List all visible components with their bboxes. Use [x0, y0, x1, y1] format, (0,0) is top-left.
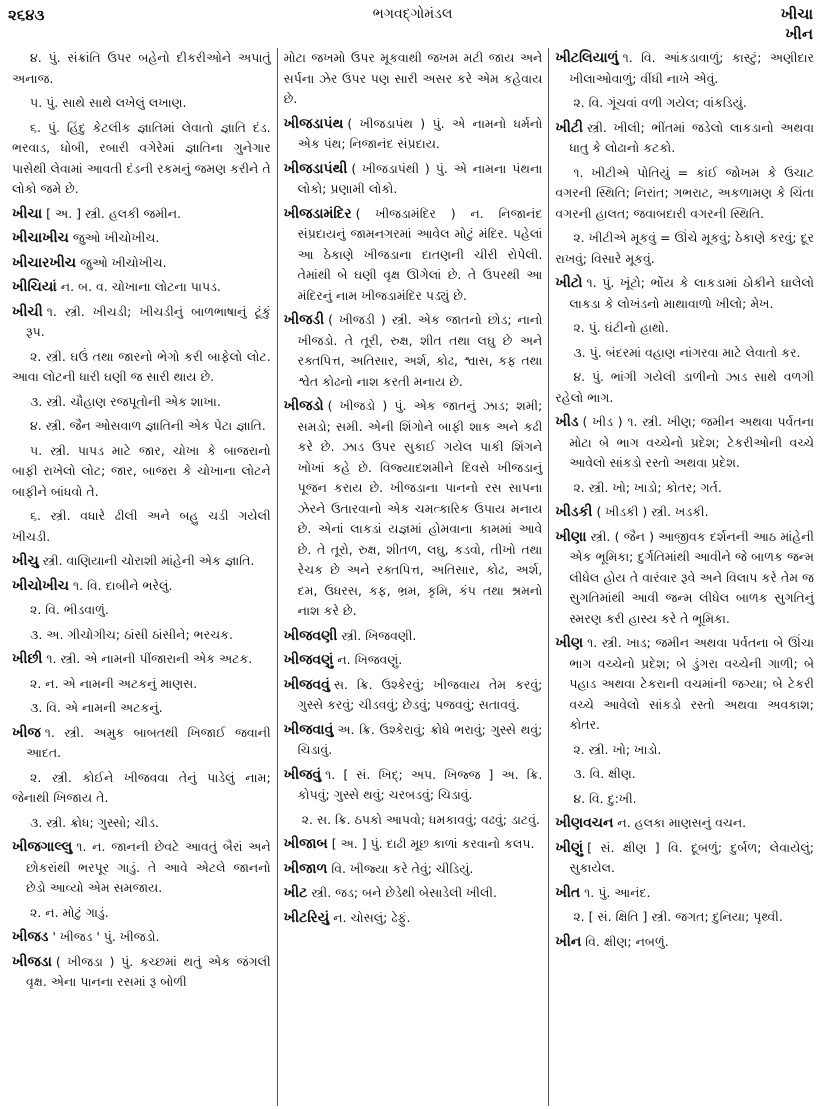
- dictionary-entry: [555, 838, 814, 879]
- definition-text: [ અ. ] સ્ત્રી. હલકી જમીન.: [46, 205, 182, 221]
- definition-text: ૨. સ્ત્રી. ખો; ખાડો; કોતર; ગર્ત.: [573, 479, 722, 495]
- headword: ખીજવણી: [283, 627, 338, 644]
- dictionary-entry: [555, 883, 814, 904]
- guide-word-first: ખીચા: [780, 5, 813, 23]
- dictionary-entry: [12, 228, 271, 249]
- definition-text: ૧. ન. જાનની છેવટે આવતું બૈરાં અને છોકરાંથી ભરપૂર ગાડું. તે આવે એટલે જાનનો છેડો આવ્યો એમ સમજાય.: [26, 839, 271, 895]
- dictionary-entry: [284, 675, 543, 716]
- dictionary-entry: [555, 412, 814, 474]
- guide-words: [781, 4, 813, 44]
- column-3: [548, 48, 820, 1106]
- entry-sense: [555, 478, 814, 499]
- dictionary-entry: [284, 159, 543, 200]
- entry-sense: [555, 343, 814, 364]
- headword: ખીજડ: [12, 929, 49, 945]
- definition-text: જુઓ ખીચોખીચ.: [80, 254, 167, 270]
- dictionary-entry: [284, 908, 543, 929]
- definition-text: ( ખીજડાપંથી ) પું. એ નામના પંથના લોકો; પ્રણામી લોકો.: [297, 160, 543, 196]
- page-number: ૨૬૪૩: [8, 6, 45, 24]
- dictionary-entry: [555, 48, 814, 89]
- definition-text: ન. ખિજવણું.: [337, 652, 403, 667]
- dictionary-entry: [12, 723, 271, 764]
- definition-text: ૨. [ સં. ક્ષિતિ ] સ્ત્રી. જગત; દુનિયા; પૃથ્વી.: [573, 909, 783, 924]
- definition-text: ૩. વિ. ક્ષીણ.: [573, 766, 636, 781]
- dictionary-entry: [12, 302, 271, 343]
- entry-sense: [12, 441, 271, 503]
- entry-sense: [12, 48, 271, 89]
- headword: ખીટો: [555, 275, 583, 291]
- headword: ખીટલિયાળું: [555, 50, 619, 66]
- definition-text: ૫. પું. સાથે સાથે લખેલું લખાણ.: [30, 95, 187, 110]
- definition-text: ૨. સ્ત્રી. ખો; ખાડો.: [573, 741, 662, 757]
- entry-sense: [555, 764, 814, 785]
- dictionary-entry: [12, 551, 271, 572]
- dictionary-entry: [284, 626, 543, 647]
- definition-text: અ. ક્રિ. ઉશ્કેરાવું; ક્રોધે ભરાવું; ગુસ્સે થવું; ચિડાવું.: [297, 721, 543, 757]
- entry-sense: [555, 318, 814, 339]
- headword: ખીચાખીચ: [12, 230, 69, 246]
- dictionary-entry: [555, 932, 814, 953]
- definition-text: સ્ત્રી. ખીલી; ભીંતમાં જડેલો લાકડાનો અથવા ધાતુ કે લોઢાનો કટકો.: [569, 119, 815, 155]
- definition-text: ૨. સ્ત્રી. કોઈને ખીજવવા તેનું પાડેલું નામ; જેનાથી ખિજાય તે.: [12, 769, 271, 805]
- definition-text: [ અ. ] પું. દાઢી મૂછ કાળાં કરવાનો કલપ.: [331, 836, 535, 851]
- headword: ખીચુ: [12, 553, 39, 569]
- definition-text: ૧. [ સં. ખિદ્; અપ. ખિજ્જ ] અ. ક્રિ. કોપવું; ગુસ્સે થવું; ચરબડવું; ચિડાવું.: [297, 766, 543, 802]
- dictionary-entry: [284, 720, 543, 761]
- definition-text: ૧. ખીટીએ પોતિયું = કાંઈ જોખમ કે ઉચાટ વગરની સ્થિતિ; નિરાંત; ગભરાટ, અકળામણ કે ચિંતા વગરની હાલત; જવાબદારી વગરની સ્થિતિ.: [555, 164, 815, 221]
- dictionary-entry: [555, 273, 814, 314]
- definition-text: ' ખીજડ ' પું. ખીજડો.: [52, 929, 160, 944]
- headword: ખીજડો: [283, 398, 324, 414]
- entry-sense: [12, 698, 271, 719]
- definition-text: ૩. સ્ત્રી. ચૌહાણ રજપૂતોની એક શાખા.: [30, 393, 221, 409]
- headword: ખીચોખીચ: [12, 577, 69, 594]
- definition-text: મોટા જખમો ઉપર મૂકવાથી જખમ મટી જાય અને સર્પના ઝેર ઉપર પણ સારી અસર કરે એમ કહેવાય છે.: [283, 50, 543, 106]
- column-1: [6, 48, 277, 1106]
- entry-sense: [12, 118, 271, 200]
- entry-sense: [12, 347, 271, 388]
- entry-sense: [555, 228, 814, 269]
- dictionary-entry: [284, 834, 543, 855]
- dictionary-entry: [284, 650, 543, 671]
- definition-text: ૩. અ. ગીચોગીચ; ઠાંસી ઠાંસીને; ભરચક.: [30, 626, 233, 642]
- definition-text: સ્ત્રી. વાણિયાની ચોરાશી માંહેની એક જ્ઞાતિ.: [42, 553, 255, 568]
- dictionary-entry: [12, 253, 271, 274]
- headword: ખીજડામંદિર: [283, 205, 352, 222]
- dictionary-entry: [284, 859, 543, 880]
- definition-text: ૨. ખીટીએ મૂકવું = ઊંચે મૂકવું; ઠેકાણે કરવું; દૂર રાખવું; વિસારે મૂકવું.: [555, 230, 815, 266]
- entry-sense: [12, 506, 271, 547]
- dictionary-entry: [555, 633, 814, 736]
- headword: ખીજવણું: [283, 652, 334, 668]
- entry-sense: [12, 674, 271, 695]
- entry-sense: [12, 416, 271, 437]
- headword: ખીડકી: [555, 504, 593, 520]
- definition-text: ૧. વિ. દાબીને ભરેલું.: [72, 577, 173, 593]
- definition-text: [ સં. ક્ષીણ ] વિ. દૂબળું; દુર્બળ; લેવાયેલું; સુકાયેલ.: [569, 839, 815, 875]
- definition-text: ૬. સ્ત્રી. વધારે ઢીલી અને બહુ ચડી ગયેલી ખીચડી.: [12, 508, 271, 544]
- definition-text: ૧. પું. આનંદ.: [584, 884, 651, 900]
- headword: ખીટ: [283, 885, 308, 901]
- definition-text: ૧. સ્ત્રી. ખાડ; જમીન અથવા પર્વતના બે ઊંચા ભાગ વચ્ચેનો પ્રદેશ; બે ડુંગરા વચ્ચેની ગાળી; બે પહાડ અથવા ટેકરાની વચમાંની જગ્યા; બે ટેકરી વચ્ચે આવેલો સાંકડો રસ્તો અથવા અવકાશ; કોતર.: [569, 635, 815, 732]
- definition-text: ન. હલકા માણસનું વચન.: [617, 815, 747, 830]
- entry-sense: [12, 768, 271, 809]
- entry-sense: [555, 789, 814, 810]
- definition-text: ૨. પું. ઘંટીનો હાથો.: [573, 320, 669, 335]
- dictionary-entry: [555, 527, 814, 630]
- definition-text: ૩. સ્ત્રી. ક્રોધ; ગુસ્સો; ચીડ.: [30, 814, 159, 830]
- definition-text: વિ. ક્ષીણ; નબળું.: [585, 933, 669, 949]
- dictionary-entry: [12, 927, 271, 948]
- entry-sense: [12, 93, 271, 114]
- definition-text: ( ખીજડામંદિર ) ન. નિજાનંદ સંપ્રદાયનું જામનગરમાં આવેલ મોટું મંદિર. પહેલાં આ ઠેકાણે ખીજડાના દાતણની ચીરી રોપેલી. તેમાંથી બે ઘણી વૃક્ષ ઊગેલાં છે. તે ઉપરથી આ મંદિરનું નામ ખીજડામંદિર પડ્યું છે.: [297, 205, 543, 303]
- definition-text: ૬. પું. હિંદુ કેટલીક જ્ઞાતિમાં લેવાતો જ્ઞાતિ દંડ. ભરવાડ, ધોબી, રબારી વગેરેમાં જ્ઞાતિના ગુનેગાર પાસેથી લેવામાં આવતી દંડની રકમનું જમણ કરીને તે લોકો જમે છે.: [12, 119, 271, 196]
- headword: ખીણવચન: [555, 815, 614, 831]
- dictionary-entry: [284, 204, 543, 307]
- dictionary-columns: [6, 48, 820, 1106]
- definition-text: ( ખીજડા ) પું. કચ્છમાં થતું એક જંગલી વૃક્ષ. એના પાનના રસમાં રૂ બોળી: [26, 953, 271, 989]
- definition-text: ૪. વિ. દુ:ખી.: [573, 790, 637, 806]
- definition-text: ૨. વિ. ભીડવાળું.: [30, 602, 109, 617]
- definition-text: ૪. પું. ભાંગી ગયેલી ડાળીનો ઝાડ સાથે વળગી રહેલો ભાગ.: [555, 369, 815, 405]
- headword: ખીજવાવું: [283, 721, 334, 738]
- dictionary-entry: [284, 883, 543, 904]
- definition-text: ૨. વિ. ગૂંચવાં વળી ગયેલ; વાંકડિયું.: [573, 95, 747, 110]
- headword: ખીટરિયું: [283, 909, 330, 926]
- definition-text: ૪. સ્ત્રી. જૈન ઓસવાળ જ્ઞાતિની એક પેટા જ્ઞાતિ.: [30, 418, 266, 433]
- definition-text: ૨. સ. ક્રિ. ઠપકો આપવો; ધમકાવવું; વઢવું; ડાટવું.: [301, 811, 540, 827]
- definition-text: ૧. વિ. આંકડાવાળું; કાસ્ટું; અણીદાર ખીલાઓવાળું; વીંધી નાખે એવું.: [569, 50, 815, 86]
- definition-text: સ. ક્રિ. ઉશ્કેરવું; ખીજવાય તેમ કરવું; ગુસ્સે કરવું; ચીડવવું; છેડવું; પજવવું; સતાવવું.: [297, 676, 543, 712]
- dictionary-entry: [12, 649, 271, 670]
- definition-text: ( ખીજડી ) સ્ત્રી. એક જાતનો છોડ; નાનો ખીજડો. તે તૂરી, રુક્ષ, શીત તથા લઘુ છે અને રક્તપિત્ત, અતિસાર, અર્શ, કોઢ, શ્વાસ, કફ તથા શ્વેત કોઢનો નાશ કરતી મનાય છે.: [297, 312, 543, 389]
- headword: ખીજાબ: [283, 836, 328, 852]
- headword: ખીજાળ: [283, 860, 328, 877]
- book-title: ભગવદ્ગોમંડલ: [372, 6, 453, 22]
- headword: ખીચા: [12, 205, 43, 222]
- page-header: [0, 0, 825, 44]
- definition-text: ૧. સ્ત્રી. એ નામની પીંજારાની એક અટક.: [46, 651, 253, 666]
- dictionary-entry: [12, 837, 271, 899]
- entry-sense: [555, 740, 814, 761]
- definition-text: સ્ત્રી. જડ; બને છેડેથી બેસાડેલી ખીલી.: [311, 885, 497, 900]
- entry-sense: [555, 163, 814, 225]
- entry-sense: [555, 367, 814, 408]
- definition-text: ( ખીજડાપંથ ) પું. એ નામનો ધર્મનો એક પંથ; નિજાનંદ સંપ્રદાય.: [297, 115, 543, 151]
- definition-text: ( ખીડ ) ૧. સ્ત્રી. ખીણ; જમીન અથવા પર્વતના મોટા બે ભાગ વચ્ચેનો પ્રદેશ; ટેકરીઓની વચ્ચે આવેલો સાંકડો રસ્તો અથવા પ્રદેશ.: [569, 414, 815, 470]
- entry-sense: [555, 907, 814, 928]
- headword: ખીણા: [555, 528, 587, 545]
- definition-text: ૩. પું. બંદરમાં વહાણ નાંગરવા માટે લેવાતો કર.: [573, 344, 801, 360]
- definition-text: ૨. ન. મોટું ગાડું.: [30, 904, 109, 920]
- dictionary-entry: [555, 118, 814, 159]
- headword: ખીચી: [12, 303, 43, 320]
- dictionary-entry: [12, 576, 271, 597]
- headword: ખીડ: [555, 414, 579, 430]
- guide-word-last: ખીન: [785, 25, 813, 43]
- definition-text: સ્ત્રી. ખિજવણી.: [341, 627, 417, 643]
- headword: ખીજડા: [12, 953, 52, 970]
- dictionary-entry: [555, 502, 814, 523]
- headword: ખીન: [555, 933, 582, 950]
- definition-text: ૪. પું. સંક્રાંતિ ઉપર બહેનો દીકરીઓને અપાતું અનાજ.: [12, 50, 271, 86]
- dictionary-entry: [284, 396, 543, 622]
- headword: ખીચારખીચ: [12, 254, 77, 271]
- definition-text: ૨. ન. એ નામની અટકનું માણસ.: [30, 675, 198, 691]
- entry-sense: [12, 813, 271, 834]
- definition-text: ન. બ. વ. ચોખાના લોટના પાપડ.: [60, 279, 221, 294]
- definition-text: ૧. સ્ત્રી. ખીચડી; ખીચડીનું બાળભાષાનું ટૂંકું રૂપ.: [26, 303, 271, 339]
- headword: ખીણું: [555, 839, 584, 856]
- definition-text: સ્ત્રી. ( જૈન ) આજીવક દર્શનની આઠ માંહેની એક ભૂમિકા; દુર્ગતિમાંથી આવીને જે બાળક જન્મ લીધેલ હોય તે વારંવાર રૂવે અને વિલાપ કરે તેમ જ સુગતિમાંથી આવી જન્મ લીધેલ બાળક સુગતિનું સ્મરણ કરી હાસ્ય કરે તે ભૂમિકા.: [569, 528, 815, 626]
- entry-sense: [12, 625, 271, 646]
- definition-text: ૫. સ્ત્રી. પાપડ માટે જાર, ચોખા કે બાજરાનો બાફી રાખેલો લોટ; જાર, બાજરા કે ચોખાના લોટને બાફીને બાંધવો તે.: [12, 442, 271, 499]
- headword: ખીજડાપંથી: [283, 160, 348, 177]
- definition-text: ( ખીડકી ) સ્ત્રી. ખડકી.: [596, 504, 709, 519]
- headword: ખીજ: [12, 724, 41, 741]
- definition-text: ( ખીજડો ) પું. એક જાતનું ઝાડ; શમી; સમડો; સમી. એની શિંગોને બાફી શાક અને કઢી કરે છે. ઝાડ ઉપર સુકાઈ ગયેલ પાકી શિંગને ખોખાં કહે છે. વિજ્યાદશમીને દિવસે ખીજડાનું પૂજન કરાય છે. ખીજડાના પાનનો રસ સાપના ઝેરને ઉતારવાનો એક ચમત્કારિક ઉપાય મનાય છે. એનાં લાકડાં યજ્ઞમાં હોમવાના કામમાં આવે છે. તે તૂરો, રુક્ષ, શીતળ, લઘુ, કડવો, તીખો તથા રેચક છે અને રક્તપિત્ત, અતિસાર, કોઢ, અર્શ, દમ, ઉધરસ, કફ, ભ્રમ, કૃમિ, કંપ તથા શ્રમનો નાશ કરે છે.: [297, 398, 543, 618]
- dictionary-entry: [284, 310, 543, 392]
- dictionary-entry: [12, 204, 271, 225]
- definition-text: ન. ચોસલું; ઢેફું.: [333, 909, 411, 925]
- dictionary-entry: [284, 765, 543, 806]
- headword: ખીચિયાં: [12, 279, 57, 295]
- entry-sense: [284, 48, 543, 110]
- definition-text: ૩. વિ. એ નામની અટકનું.: [30, 700, 163, 715]
- headword: ખીજગાલ્લુ: [12, 839, 73, 855]
- entry-sense: [555, 93, 814, 114]
- headword: ખીજવવું: [283, 676, 330, 693]
- dictionary-entry: [555, 813, 814, 834]
- headword: ખીજવું: [283, 766, 322, 783]
- definition-text: જુઓ ખીચોખીચ.: [72, 230, 160, 245]
- entry-sense: [12, 600, 271, 621]
- headword: ખીછી: [12, 651, 43, 667]
- entry-sense: [12, 903, 271, 924]
- entry-sense: [284, 810, 543, 831]
- definition-text: ૨. સ્ત્રી. ઘઉં તથા જારનો ભેગો કરી બાફેલો લોટ. આવા લોટની ધારી ઘણી જ સારી થાય છે.: [12, 348, 271, 384]
- headword: ખીણ: [555, 635, 584, 651]
- dictionary-entry: [12, 277, 271, 298]
- entry-sense: [12, 392, 271, 413]
- headword: ખીત: [555, 884, 581, 901]
- headword: ખીટી: [555, 119, 584, 136]
- definition-text: ૧. સ્ત્રી. અમુક બાબતથી ખિજાઈ જવાની આદત.: [26, 724, 271, 760]
- dictionary-entry: [12, 952, 271, 993]
- headword: ખીજડાપંથ: [283, 115, 344, 132]
- dictionary-entry: [284, 114, 543, 155]
- definition-text: વિ. ખીજ્યા કરે તેવું; ચીડિયું.: [331, 860, 474, 876]
- definition-text: ૧. પું. ખૂંટો; ભોંય કે લાકડામાં ઠોકીને ઘાલેલો લાકડા કે લોખંડનો માથાવાળો ખીલો; મેખ.: [569, 275, 815, 311]
- headword: ખીજડી: [283, 312, 325, 328]
- column-2: [277, 48, 549, 1106]
